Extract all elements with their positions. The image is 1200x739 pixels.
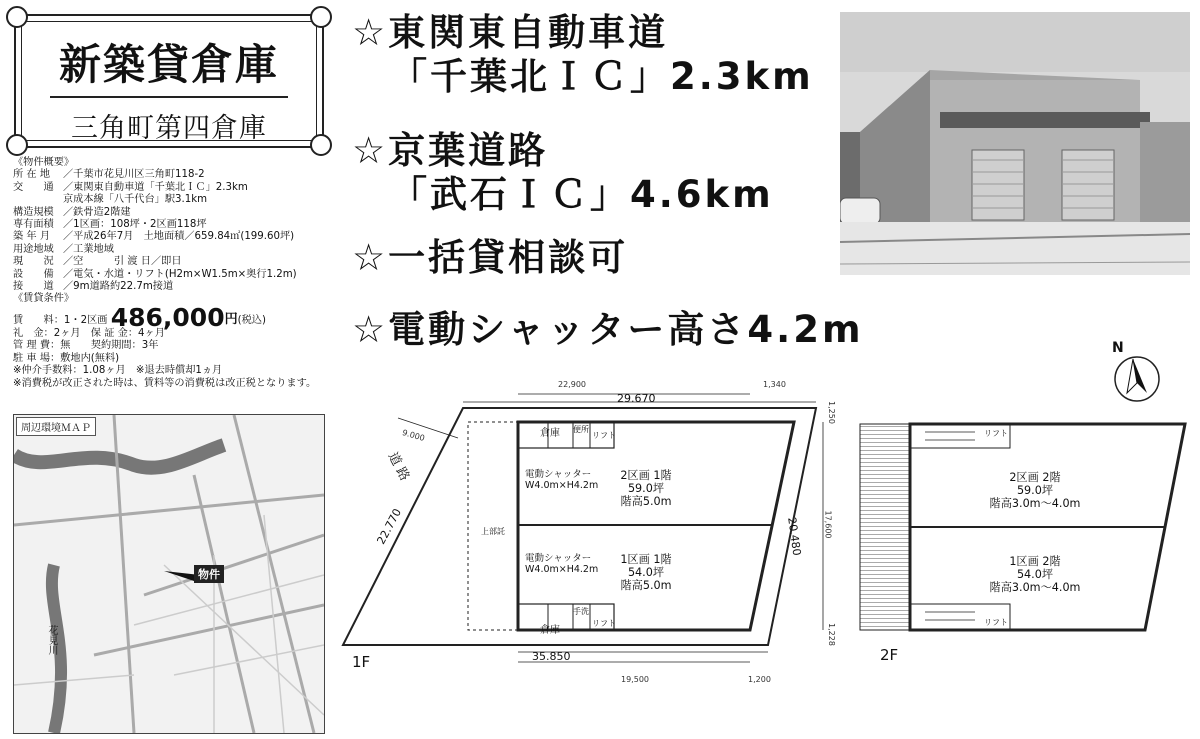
dim-top: 29.670 <box>617 392 656 405</box>
headline-1-line2: 「千葉北ＩＣ」2.3km <box>390 55 814 98</box>
map-illustration <box>14 415 324 733</box>
headline-text: 一括貸相談可 <box>388 236 629 279</box>
overview-label: 築 年 月 <box>13 231 51 243</box>
property-overview <box>13 157 338 390</box>
terms-line: ※消費税が改正された時は、賃料等の消費税は改正税となります。 <box>13 377 317 389</box>
headline-2 <box>352 130 548 172</box>
floor-plan-2f <box>855 418 1190 640</box>
overview-value: ／千葉市花見川区三角町118-2 <box>63 169 205 181</box>
star-icon: ☆ <box>352 308 389 351</box>
zone-name: 1区画 1階 <box>620 553 672 566</box>
room-storage: 倉庫 <box>540 428 560 439</box>
rent-label: 賃 料：1・2区画 <box>13 314 108 326</box>
zone1-1f-info <box>606 553 686 592</box>
warehouse-illustration <box>840 12 1190 275</box>
overview-value: ／平成26年7月 土地面積／659.84㎡(199.60坪) <box>63 231 295 243</box>
overview-label: 構造規模 <box>13 206 54 218</box>
zone-name: 1区画 2階 <box>1009 555 1061 568</box>
dim-bottom-outer: 19,500 <box>621 675 649 684</box>
dim-right-bottom: 1,228 <box>826 623 836 646</box>
page-title: 新築貸倉庫 <box>58 40 279 89</box>
overview-label: 専有面積 <box>13 219 54 231</box>
overview-label: 所 在 地 <box>13 169 51 181</box>
dim-left-top: 9.000 <box>401 428 426 443</box>
map-caption: 周辺環境ＭＡＰ <box>16 417 96 436</box>
overview-value: ／鉄骨造2階建 <box>63 206 131 218</box>
compass-icon <box>1113 355 1161 403</box>
room-lift: リフト <box>592 431 616 440</box>
overview-value: ／工業地域 <box>63 243 114 255</box>
zone-height: 階高3.0m～4.0m <box>989 581 1081 594</box>
headline-text: 東関東自動車道 <box>388 11 669 54</box>
road-label: 道路 <box>384 449 414 487</box>
zone2-shutter <box>525 469 598 491</box>
zone-area: 59.0坪 <box>1016 484 1054 497</box>
zone1-2f-info <box>980 555 1090 594</box>
star-icon: ☆ <box>352 11 389 54</box>
zone1-shutter <box>525 553 598 575</box>
headline-3 <box>352 237 628 279</box>
terms-line: 駐 車 場：敷地内(無料) <box>13 352 120 364</box>
zone2-1f-info <box>606 469 686 508</box>
dim-left: 22.770 <box>374 506 405 547</box>
headline-1 <box>352 12 668 54</box>
headline-text: 電動シャッター高さ4.2m <box>388 308 864 351</box>
overview-value: 京成本線「八千代台」駅3.1km <box>63 194 208 206</box>
room-office: 上部託 <box>481 527 505 536</box>
overview-header: 《物件概要》 <box>13 157 75 168</box>
title-divider <box>50 96 288 98</box>
headline-2-line2: 「武石ＩＣ」4.6km <box>390 173 774 216</box>
headline-text: 京葉道路 <box>388 129 549 172</box>
overview-row <box>13 219 338 231</box>
zone2-2f-info <box>980 471 1090 510</box>
overview-row <box>13 207 338 219</box>
overview-label: 用途地域 <box>13 243 54 255</box>
room-washroom: 手洗 <box>573 607 589 616</box>
overview-row <box>13 194 338 206</box>
shutter-size: W4.0m×H4.2m <box>525 480 599 491</box>
dim-top-outer: 22,900 <box>558 380 586 389</box>
room-lift: リフト <box>592 619 616 628</box>
room-lift-2f: リフト <box>984 429 1008 438</box>
overview-value: ／1区画：108坪・2区画118坪 <box>63 219 207 231</box>
overview-row <box>13 169 338 181</box>
area-map <box>13 414 325 734</box>
overview-value: ／電気・水道・リフト(H2m×W1.5m×奥行1.2m) <box>63 268 297 280</box>
room-storage: 倉庫 <box>540 625 560 636</box>
zone-area: 54.0坪 <box>1016 568 1054 581</box>
headline-4 <box>352 309 864 351</box>
shutter-label: 電動シャッター <box>525 553 592 564</box>
overview-row <box>13 281 338 293</box>
zone-area: 54.0坪 <box>627 566 665 579</box>
title-plaque <box>14 14 324 148</box>
overview-label: 接 道 <box>13 281 54 293</box>
zone-name: 2区画 2階 <box>1009 471 1061 484</box>
dim-right-outer: 17,600 <box>823 510 833 539</box>
overview-label: 交 通 <box>13 181 54 193</box>
ornament-corner <box>310 6 332 28</box>
dim-right: 20.480 <box>785 516 804 557</box>
zone-height: 階高3.0m～4.0m <box>989 497 1081 510</box>
overview-row <box>13 231 338 243</box>
zone-area: 59.0坪 <box>627 482 665 495</box>
ornament-corner <box>6 6 28 28</box>
overview-label: 現 況 <box>13 256 54 268</box>
river-label: 花見川 <box>46 625 57 655</box>
floor-label-1f: 1F <box>352 653 371 671</box>
room-toilet: 便所 <box>573 425 589 434</box>
terms-line: 管 理 費：無 契約期間：3年 <box>13 340 159 352</box>
overview-value: ／空 引 渡 日／即日 <box>63 256 182 268</box>
shutter-size: W4.0m×H4.2m <box>525 564 599 575</box>
terms-line: 礼 金：2ヶ月 保 証 金：4ヶ月 <box>13 327 165 339</box>
overview-value: ／東関東自動車道「千葉北ＩＣ」2.3km <box>63 181 248 193</box>
shutter-label: 電動シャッター <box>525 469 592 480</box>
rent-row <box>13 302 338 332</box>
dim-bottom-outer-right: 1,200 <box>748 675 771 684</box>
dim-right-top: 1,250 <box>826 401 836 424</box>
overview-label: 設 備 <box>13 268 54 280</box>
page-subtitle: 三角町第四倉庫 <box>71 113 267 144</box>
room-lift-2f: リフト <box>984 618 1008 627</box>
overview-row <box>13 269 338 281</box>
rent-tax: (税込) <box>237 314 266 326</box>
overview-row <box>13 256 338 268</box>
zone-height: 階高5.0m <box>620 495 672 508</box>
star-icon: ☆ <box>352 129 389 172</box>
terms-header: 《賃貸条件》 <box>13 293 75 305</box>
terms-line: ※仲介手数料：1.08ヶ月 ※退去時償却1ヵ月 <box>13 365 223 377</box>
warehouse-photo <box>840 12 1190 275</box>
floor-label-2f: 2F <box>880 646 899 664</box>
overview-row <box>13 244 338 256</box>
dim-top-outer-right: 1,340 <box>763 380 786 389</box>
property-marker: 物件 <box>194 565 224 583</box>
rent-unit: 円 <box>224 311 238 327</box>
overview-row <box>13 182 338 194</box>
zone-name: 2区画 1階 <box>620 469 672 482</box>
overview-value: ／9m道路約22.7m接道 <box>63 281 174 293</box>
dim-bottom: 35.850 <box>532 650 571 663</box>
compass-label: N <box>1112 340 1124 356</box>
zone-height: 階高5.0m <box>620 579 672 592</box>
star-icon: ☆ <box>352 236 389 279</box>
rent-value: 486,000 <box>110 302 225 332</box>
